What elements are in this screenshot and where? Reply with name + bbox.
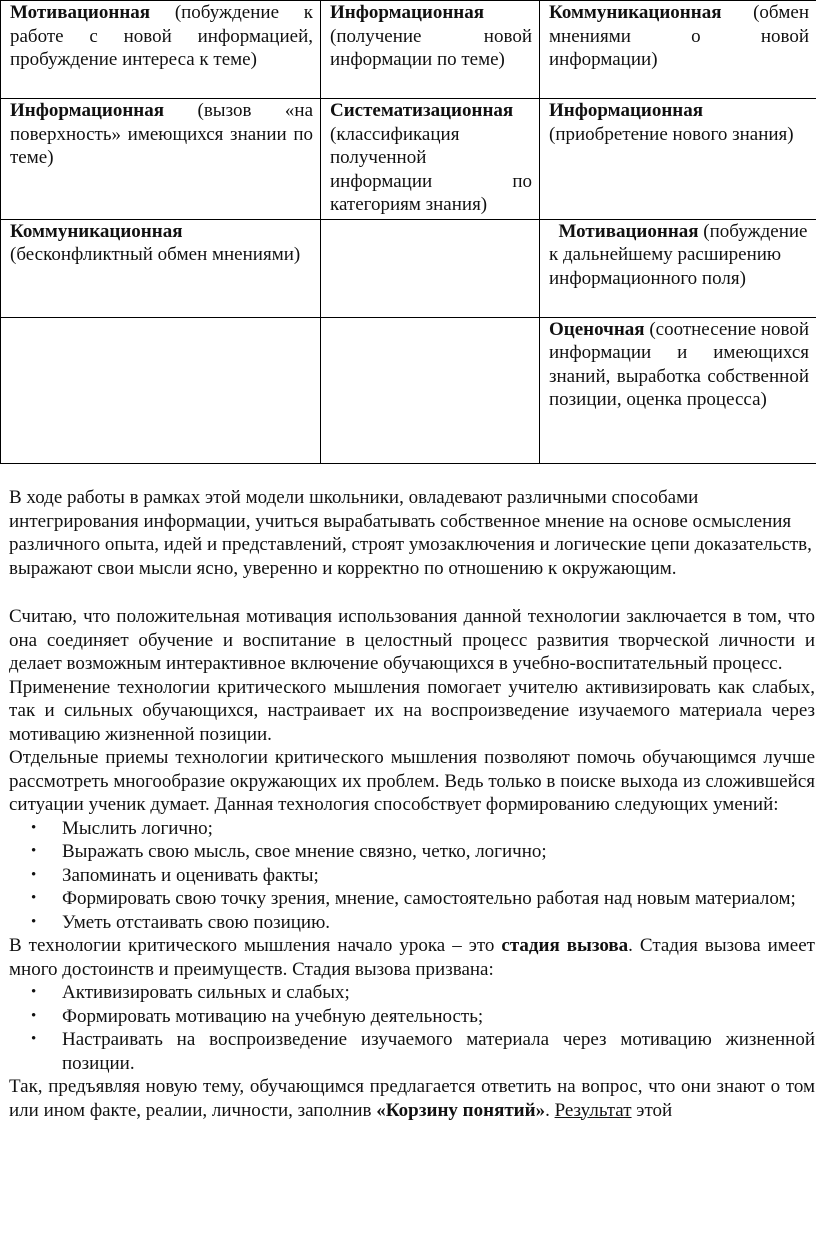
table-cell: Мотивационная (побуждение к дальнейшему расширению информационного поля): [540, 219, 816, 317]
call-stage-list: [9, 981, 815, 1075]
table-cell: Коммуникационная (обмен мнениями о новой информации): [540, 1, 816, 99]
bullet-icon: •: [31, 1031, 37, 1047]
table-cell: Систематизационная (классификация полученной информации по категориям знания): [321, 99, 540, 220]
list-item: • Запоминать и оценивать факты;: [31, 864, 319, 886]
list-item: • Мыслить логично;: [31, 817, 213, 839]
paragraph: Отдельные приемы технологии критического мышления позволяют помочь обучающимся лучше рассмотреть многообразие окружающих их проблем. Ведь только в поиске выхода из сложившейся ситуации ученик думает. Данная технология способствует формированию следующих умений:: [9, 747, 815, 815]
bullet-icon: •: [31, 984, 37, 1000]
list-item: • Настраивать на воспроизведение изучаемого материала через мотивацию жизненной позиции.: [31, 1029, 815, 1074]
table-cell: [321, 317, 540, 463]
list-item: • Формировать свою точку зрения, мнение, самостоятельно работая над новым материалом;: [31, 888, 796, 909]
table-cell: Оценочная (соотнесение новой информации и имеющихся знаний, выработка собственной позиции, оценка процесса): [540, 317, 816, 463]
table-row: [1, 317, 816, 463]
table-cell: Информационная (получение новой информации по теме): [321, 1, 540, 99]
bullet-icon: •: [31, 890, 37, 906]
list-item: • Формировать мотивацию на учебную деятельность;: [31, 1005, 484, 1027]
paragraph: Так, предъявляя новую тему, обучающимся предлагается ответить на вопрос, что они знают о том или ином факте, реалии, личности, заполнив «Корзину понятий». Результат этой: [9, 1076, 815, 1121]
paragraph: Считаю, что положительная мотивация использования данной технологии заключается в том, что она соединяет обучение и воспитание в целостный процесс развития творческой личности и делает возможным интерактивное включение обучающихся в учебно-воспитательный процесс.: [9, 606, 815, 674]
table-cell: [1, 317, 321, 463]
paragraph: В ходе работы в рамках этой модели школьники, овладевают различными способами интегрирования информации, учиться вырабатывать собственное мнение на основе осмысления различного опыта, идей и представлений, строят умозаключения и логические цепи доказательств, выражают свои мысли ясно, уверенно и корректно по отношению к окружающим.: [9, 487, 812, 579]
table-row: [1, 219, 816, 317]
bullet-icon: •: [31, 819, 37, 836]
table-cell: [321, 219, 540, 317]
table-cell: Мотивационная (побуждение к работе с новой информацией, пробуждение интереса к теме): [1, 1, 321, 99]
table-row: [1, 1, 816, 99]
list-item: • Уметь отстаивать свою позицию.: [31, 911, 331, 933]
bullet-icon: •: [31, 1007, 37, 1024]
document-body: [9, 486, 815, 1122]
table-row: [1, 99, 816, 220]
skills-list: [9, 817, 815, 935]
bullet-icon: •: [31, 843, 37, 859]
bullet-icon: •: [31, 913, 37, 930]
bullet-icon: •: [31, 866, 37, 883]
paragraph: Применение технологии критического мышления помогает учителю активизировать как слабых, так и сильных обучающихся, настраивает их на воспроизведение изучаемого материала через мотивацию жизненной позиции.: [9, 676, 815, 745]
list-item: • Активизировать сильных и слабых;: [31, 982, 350, 1003]
list-item: • Выражать свою мысль, свое мнение связно, четко, логично;: [31, 841, 547, 862]
paragraph: В технологии критического мышления начало урока – это стадия вызова. Стадия вызова имеет много достоинств и преимуществ. Стадия вызова призвана:: [9, 935, 815, 980]
table-cell: Информационная (приобретение нового знания): [540, 99, 816, 220]
underlined-word: Результат: [554, 1099, 632, 1121]
table-cell: Коммуникационная (бесконфликтный обмен мнениями): [1, 219, 321, 317]
stages-table: [0, 0, 816, 464]
table-cell: Информационная (вызов «на поверхность» имеющихся знании по теме): [1, 99, 321, 220]
